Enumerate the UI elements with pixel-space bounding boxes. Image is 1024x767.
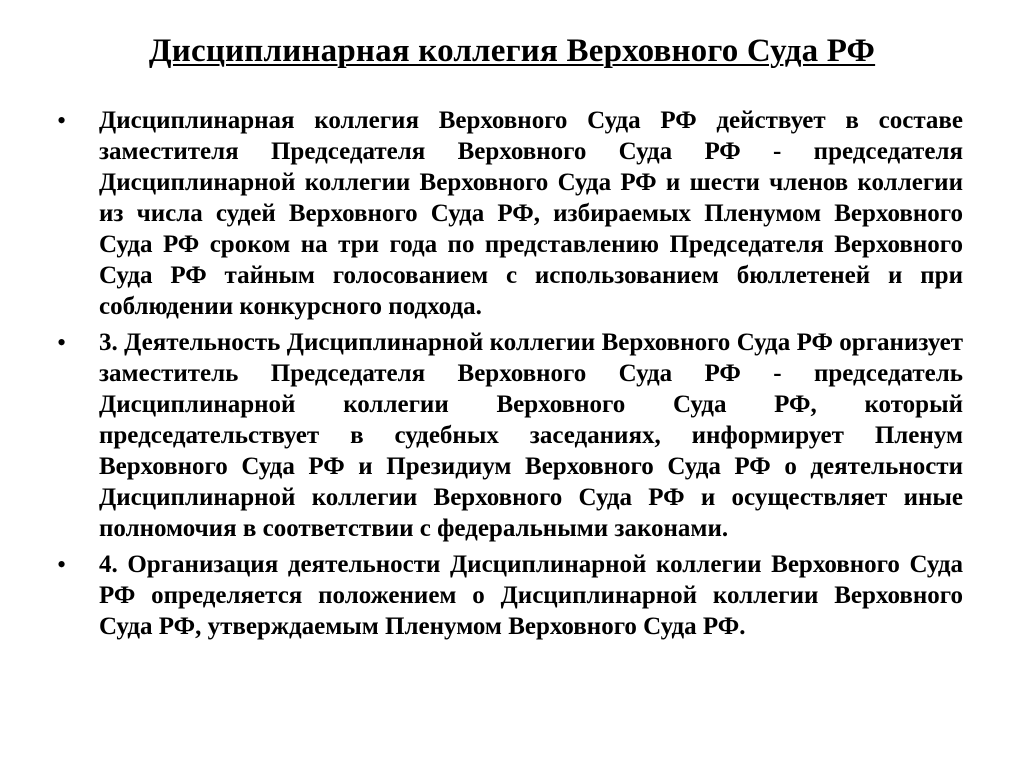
bullet-marker: • (57, 550, 67, 579)
bullet-text: 3. Деятельность Дисциплинарной коллегии Верховного Суда РФ организует заместитель Председателя Верховного Суда РФ - председатель Дисциплинарной коллегии Верховного Суда РФ, который председательствует в судебных заседаниях, информирует Пленум Верховного Суда РФ и Президиум Верховного Суда РФ о деятельности Дисциплинарной коллегии Верховного Суда РФ и осуществляет иные полномочия в соответствии с федеральными законами. (99, 329, 963, 542)
bullet-marker: • (57, 328, 67, 357)
bullet-item (0, 105, 1024, 322)
bullet-text: 4. Организация деятельности Дисциплинарной коллегии Верховного Суда РФ определяется положением о Дисциплинарной коллегии Верховного Суда РФ, утверждаемым Пленумом Верховного Суда РФ. (99, 551, 963, 640)
bullet-item (0, 549, 1024, 642)
bullet-list (0, 105, 1024, 647)
bullet-text: Дисциплинарная коллегия Верховного Суда РФ действует в составе заместителя Председателя Верховного Суда РФ - председателя Дисциплинарной коллегии Верховного Суда РФ и шести членов коллегии из числа судей Верховного Суда РФ, избираемых Пленумом Верховного Суда РФ сроком на три года по представлению Председателя Верховного Суда РФ тайным голосованием с использованием бюллетеней и при соблюдении конкурсного подхода. (99, 107, 963, 320)
slide-title: Дисциплинарная коллегия Верховного Суда РФ (148, 33, 876, 69)
bullet-marker: • (57, 106, 67, 135)
bullet-item (0, 327, 1024, 544)
